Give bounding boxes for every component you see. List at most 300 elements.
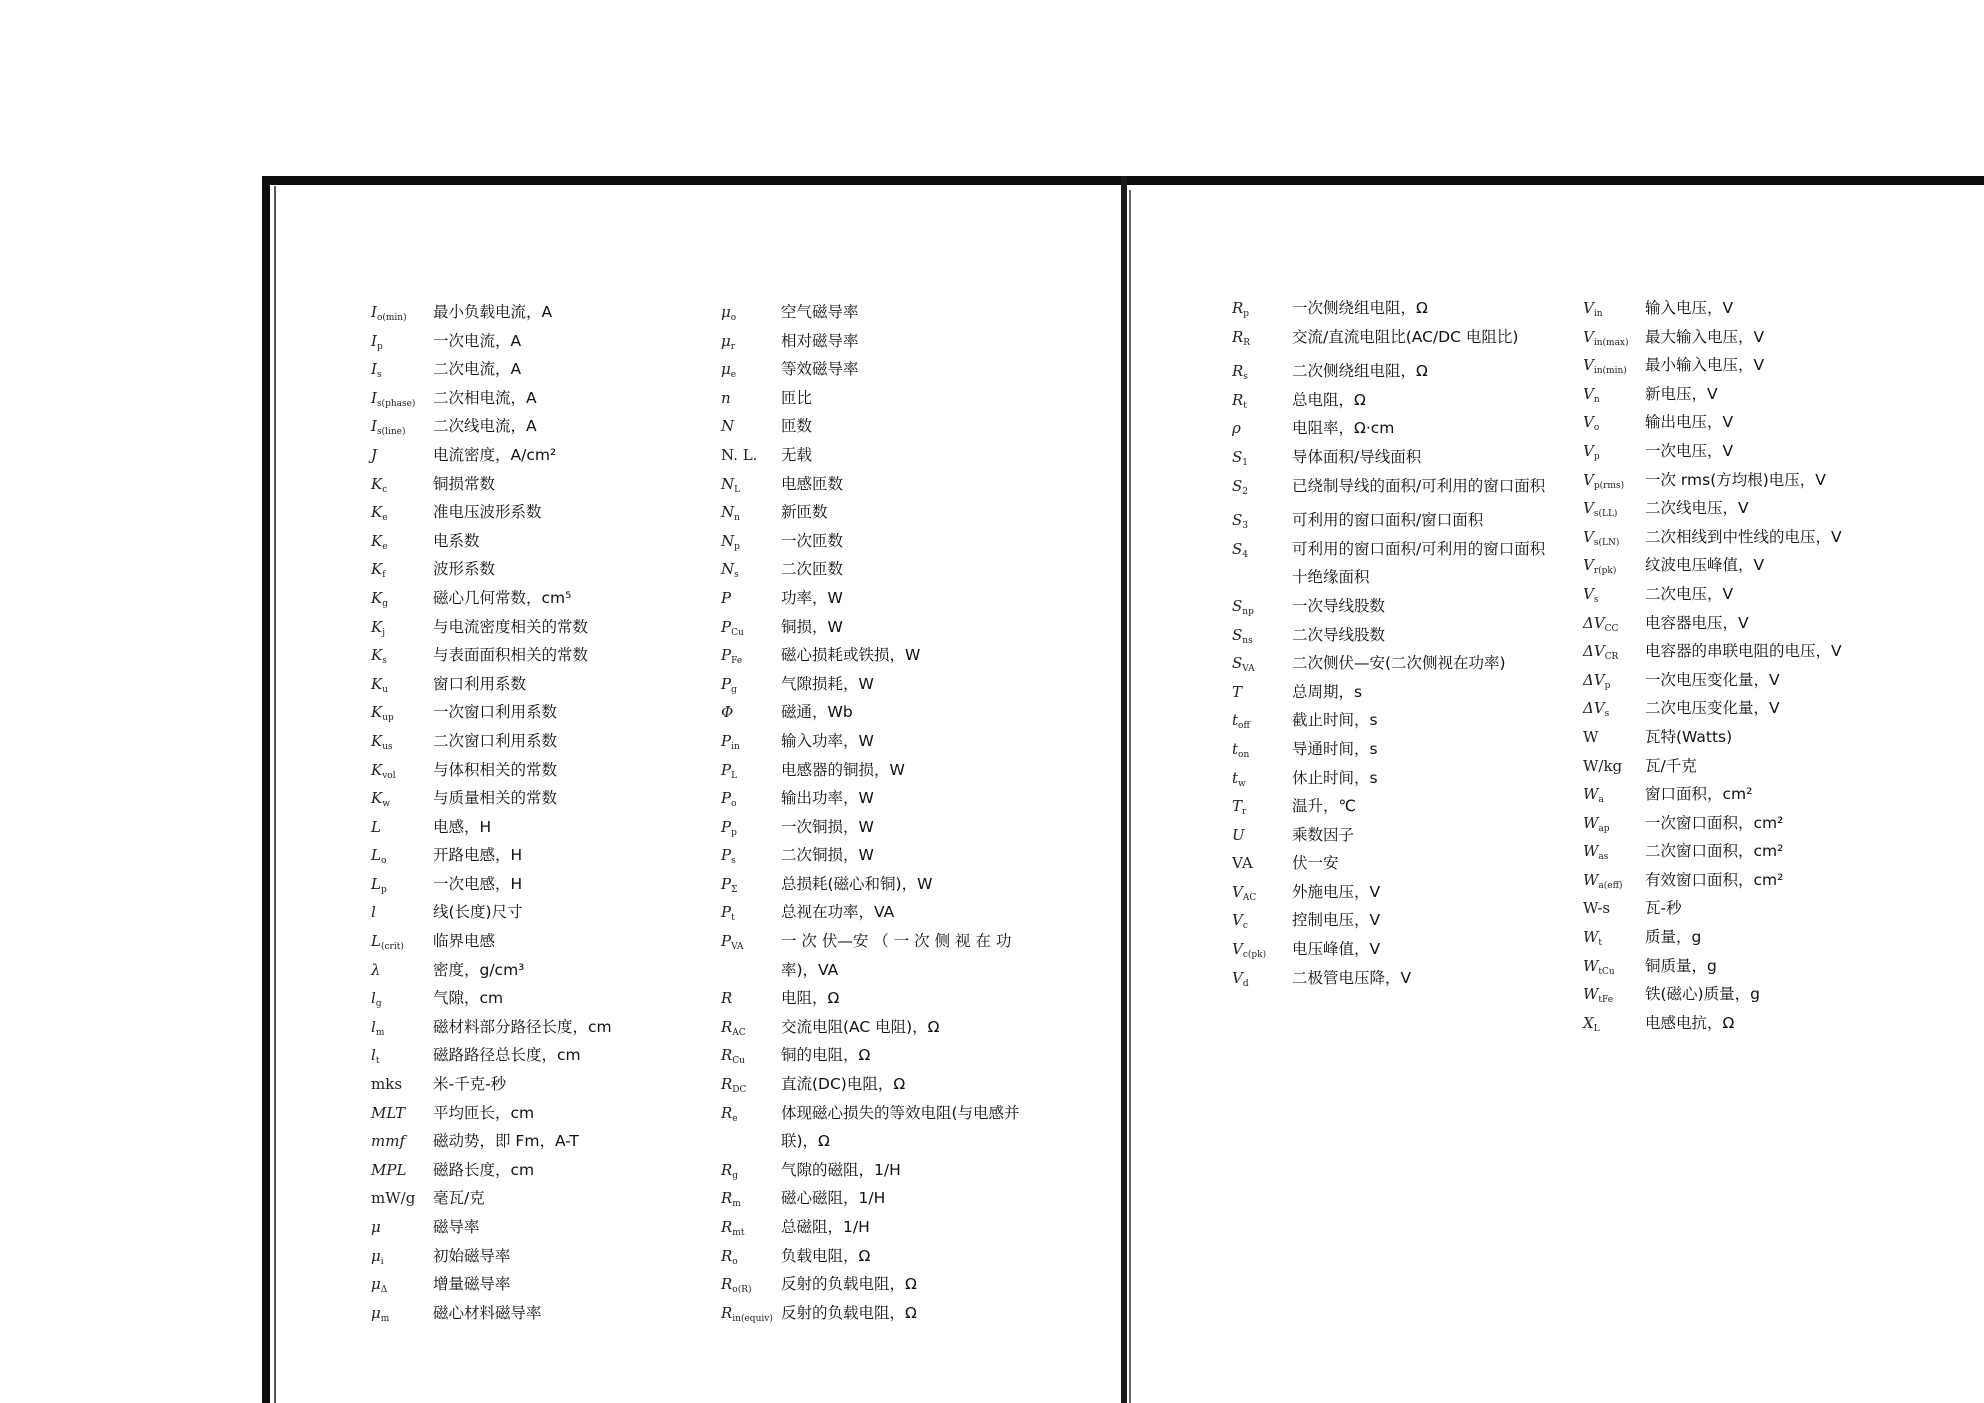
symbol-entry bbox=[1232, 535, 1554, 592]
symbol-subscript: VA bbox=[731, 942, 744, 953]
symbol-subscript: (crit) bbox=[380, 942, 404, 953]
symbol-description: 磁路长度，cm bbox=[433, 1160, 535, 1179]
symbol-entry bbox=[1583, 923, 1945, 952]
symbol-description: 临界电感 bbox=[433, 932, 496, 951]
symbol-subscript: vol bbox=[382, 770, 396, 781]
symbol-subscript: as bbox=[1598, 852, 1609, 863]
symbol-description: 输入功率，W bbox=[781, 731, 874, 750]
symbol-main: N bbox=[721, 503, 735, 522]
symbol-subscript: g bbox=[731, 684, 737, 695]
symbol-entry bbox=[721, 1299, 1039, 1328]
symbol-main: W bbox=[1583, 727, 1599, 746]
right-page-column-2 bbox=[1583, 294, 1945, 1037]
symbol-subscript: e bbox=[382, 513, 388, 524]
symbol-entry bbox=[1583, 323, 1945, 352]
symbol-entry bbox=[721, 698, 1039, 727]
book-edge-left bbox=[262, 176, 270, 1403]
symbol-subscript: o bbox=[1593, 423, 1600, 434]
symbol-entry bbox=[721, 1270, 1039, 1299]
symbol-subscript: g bbox=[382, 598, 388, 609]
symbol-main: J bbox=[371, 445, 378, 464]
symbol-description: 总周期，s bbox=[1292, 682, 1363, 701]
symbol-main: R bbox=[721, 1275, 733, 1294]
symbol-main: t bbox=[1232, 711, 1239, 730]
symbol-entry bbox=[371, 1184, 703, 1213]
symbol-description: 等效磁导率 bbox=[781, 360, 859, 379]
symbol-entry bbox=[721, 1070, 1039, 1099]
symbol-description: 输出功率，W bbox=[781, 789, 874, 808]
symbol-subscript: e bbox=[732, 1113, 738, 1124]
symbol-description: 二次铜损，W bbox=[781, 846, 874, 865]
symbol bbox=[371, 1156, 433, 1185]
symbol-description: 反射的负载电阻，Ω bbox=[781, 1275, 917, 1294]
symbol bbox=[371, 1099, 433, 1128]
symbol-main: R bbox=[721, 1017, 733, 1036]
symbol-main: I bbox=[371, 331, 377, 350]
symbol-description: 交流/直流电阻比(AC/DC 电阻比) bbox=[1292, 327, 1519, 346]
symbol-main: P bbox=[721, 846, 732, 865]
symbol-description: 电流密度，A/cm² bbox=[433, 445, 557, 464]
symbol-description: 气隙，cm bbox=[433, 989, 504, 1008]
symbol-main: N bbox=[721, 417, 735, 436]
symbol-main: mmf bbox=[371, 1132, 405, 1151]
symbol-description: 电感器的铜损，W bbox=[781, 760, 905, 779]
symbol-subscript: mt bbox=[732, 1228, 745, 1238]
symbol-description: 质量，g bbox=[1645, 928, 1702, 947]
symbol-main: V bbox=[1583, 327, 1594, 346]
symbol-entry bbox=[1232, 935, 1554, 964]
symbol-entry bbox=[371, 470, 703, 499]
symbol-description: 平均匝长，cm bbox=[433, 1103, 535, 1122]
symbol-description: 最小输入电压，V bbox=[1645, 356, 1765, 375]
symbol-description: 一次电感，H bbox=[433, 874, 523, 893]
symbol-description: 二次相电流，A bbox=[433, 388, 537, 407]
symbol-description: 体现磁心损失的等效电阻(与电感并联)，Ω bbox=[781, 1103, 1020, 1151]
symbol-entry bbox=[721, 1099, 1039, 1156]
symbol-subscript: m bbox=[732, 1199, 741, 1210]
symbol-main: mW/g bbox=[371, 1189, 416, 1208]
symbol-subscript: s(LN) bbox=[1593, 537, 1620, 548]
symbol bbox=[371, 1070, 433, 1099]
symbol-entry bbox=[1232, 821, 1554, 850]
symbol bbox=[721, 984, 781, 1013]
symbol-description: 电压峰值，V bbox=[1292, 940, 1381, 959]
symbol-description: 磁心几何常数，cm⁵ bbox=[433, 588, 572, 607]
symbol-description: 直流(DC)电阻，Ω bbox=[781, 1075, 906, 1094]
symbol-subscript: p bbox=[376, 341, 383, 352]
symbol-main: I bbox=[371, 417, 377, 436]
symbol-main: T bbox=[1232, 797, 1243, 816]
symbol bbox=[1583, 1009, 1645, 1044]
symbol-entry bbox=[1583, 866, 1945, 895]
symbol-entry bbox=[371, 1127, 703, 1156]
symbol-main: R bbox=[1232, 362, 1244, 381]
symbol-main: μ bbox=[371, 1218, 381, 1236]
symbol-subscript: DC bbox=[732, 1085, 747, 1096]
symbol-description: 空气磁导率 bbox=[781, 303, 859, 321]
symbol-subscript: s bbox=[734, 570, 739, 581]
symbol-main: L bbox=[371, 846, 381, 865]
symbol-main: I bbox=[371, 388, 377, 407]
symbol-main: V bbox=[1583, 441, 1594, 460]
symbol-main: N bbox=[721, 474, 735, 493]
symbol-main: μ bbox=[371, 1303, 381, 1322]
symbol-main: W bbox=[1583, 928, 1599, 947]
symbol-subscript: CR bbox=[1604, 652, 1619, 663]
symbol-subscript: g bbox=[375, 999, 382, 1010]
symbol-main: n bbox=[721, 388, 731, 407]
symbol-description: 导体面积/导线面积 bbox=[1292, 447, 1422, 466]
symbol bbox=[371, 898, 433, 927]
symbol-entry bbox=[371, 1270, 703, 1299]
symbol-subscript: t bbox=[375, 1056, 380, 1067]
symbol-subscript: d bbox=[1242, 978, 1249, 989]
symbol bbox=[371, 1184, 433, 1213]
symbol-subscript: L bbox=[1593, 1023, 1600, 1034]
symbol-subscript: s(line) bbox=[376, 427, 406, 438]
symbol-description: 毫瓦/克 bbox=[433, 1189, 485, 1208]
symbol-entry bbox=[371, 1013, 703, 1042]
symbol-description: 米-千克-秒 bbox=[433, 1075, 507, 1094]
symbol-entry bbox=[1583, 609, 1945, 638]
symbol-entry bbox=[1232, 506, 1554, 535]
symbol-description: 总视在功率，VA bbox=[781, 903, 895, 922]
symbol-main: W bbox=[1583, 985, 1599, 1004]
symbol-entry bbox=[371, 1299, 703, 1328]
symbol-subscript: s(phase) bbox=[376, 398, 416, 409]
symbol-description: 与表面面积相关的常数 bbox=[433, 646, 589, 665]
symbol-subscript: s(LL) bbox=[1593, 509, 1618, 520]
symbol-description: 控制电压，V bbox=[1292, 911, 1381, 930]
symbol-entry bbox=[721, 355, 1039, 384]
symbol bbox=[371, 813, 433, 842]
symbol-description: 一次导线股数 bbox=[1292, 596, 1386, 615]
symbol-main: MPL bbox=[371, 1160, 407, 1179]
symbol-subscript: L bbox=[734, 484, 741, 495]
symbol-main: μ bbox=[721, 303, 731, 321]
symbol-description: 二极管电压降，V bbox=[1292, 968, 1412, 987]
symbol-description: 二次导线股数 bbox=[1292, 625, 1386, 644]
symbol-main: ΔV bbox=[1583, 642, 1605, 661]
symbol bbox=[721, 1299, 781, 1334]
symbol-main: R bbox=[721, 1046, 733, 1065]
symbol-subscript: in bbox=[1593, 309, 1603, 319]
symbol-main: P bbox=[721, 817, 732, 836]
symbol-description: 线(长度)尺寸 bbox=[433, 903, 523, 922]
symbol-entry bbox=[721, 870, 1039, 899]
symbol-entry bbox=[1232, 323, 1554, 358]
symbol-entry bbox=[371, 784, 703, 813]
symbol-main: W-s bbox=[1583, 899, 1611, 918]
symbol-subscript: CC bbox=[1604, 623, 1619, 634]
symbol-description: 与质量相关的常数 bbox=[433, 789, 558, 808]
symbol bbox=[1232, 472, 1292, 507]
symbol bbox=[1232, 678, 1292, 707]
symbol-main: t bbox=[1232, 768, 1239, 787]
symbol-main: λ bbox=[371, 960, 381, 979]
symbol-main: P bbox=[721, 932, 732, 951]
symbol-main: V bbox=[1583, 470, 1594, 489]
symbol-subscript: t bbox=[1598, 938, 1603, 949]
symbol-description: 准电压波形系数 bbox=[433, 503, 542, 522]
symbol-entry bbox=[371, 584, 703, 613]
symbol-description: 纹波电压峰值，V bbox=[1645, 556, 1765, 575]
symbol bbox=[1232, 849, 1292, 878]
symbol-description: 一次电压变化量，V bbox=[1645, 670, 1780, 689]
symbol-entry bbox=[1232, 792, 1554, 821]
symbol bbox=[1232, 821, 1292, 850]
symbol-entry bbox=[371, 1099, 703, 1128]
symbol-main: K bbox=[371, 588, 383, 607]
symbol-main: R bbox=[721, 1246, 733, 1265]
symbol-subscript: Cu bbox=[732, 1056, 745, 1067]
symbol-main: μ bbox=[371, 1275, 381, 1294]
symbol bbox=[371, 441, 433, 470]
symbol-main: S bbox=[1232, 539, 1243, 558]
symbol-description: 窗口面积，cm² bbox=[1645, 785, 1753, 804]
symbol-subscript: in bbox=[731, 741, 740, 752]
symbol-main: P bbox=[721, 674, 732, 693]
symbol-entry bbox=[371, 327, 703, 356]
symbol-main: K bbox=[371, 617, 383, 636]
symbol-description: 总磁阻，1/H bbox=[781, 1218, 870, 1236]
symbol-entry bbox=[371, 813, 703, 842]
symbol-description: 有效窗口面积，cm² bbox=[1645, 870, 1784, 889]
symbol-description: 新电压，V bbox=[1645, 384, 1718, 403]
symbol-subscript: n bbox=[1593, 394, 1600, 405]
symbol-description: 铁(磁心)质量，g bbox=[1645, 985, 1760, 1004]
symbol-entry bbox=[371, 555, 703, 584]
symbol-main: R bbox=[721, 1075, 733, 1094]
symbol-description: 一 次 伏—安 （ 一 次 侧 视 在 功 率)，VA bbox=[781, 932, 1012, 979]
symbol-main: t bbox=[1232, 739, 1239, 758]
symbol-main: V bbox=[1232, 940, 1243, 959]
symbol-subscript: c bbox=[1242, 921, 1248, 932]
symbol-subscript: s bbox=[1593, 594, 1599, 605]
symbol-entry bbox=[721, 784, 1039, 813]
symbol-subscript: p(rms) bbox=[1593, 480, 1625, 491]
symbol-entry bbox=[1232, 849, 1554, 878]
symbol-entry bbox=[721, 327, 1039, 356]
symbol-description: 与电流密度相关的常数 bbox=[433, 617, 589, 636]
symbol-subscript: Cu bbox=[731, 627, 744, 638]
symbol-entry bbox=[721, 898, 1039, 927]
symbol-subscript: a(eff) bbox=[1598, 880, 1623, 891]
symbol-description: 交流电阻(AC 电阻)，Ω bbox=[781, 1017, 940, 1036]
symbol-entry bbox=[721, 1242, 1039, 1271]
symbol-entry bbox=[371, 756, 703, 785]
symbol-description: 输入电压，V bbox=[1645, 299, 1734, 317]
symbol-subscript: up bbox=[382, 713, 394, 724]
symbol-entry bbox=[721, 555, 1039, 584]
symbol-subscript: o bbox=[380, 856, 387, 867]
symbol-entry bbox=[721, 984, 1039, 1013]
symbol-entry bbox=[371, 1213, 703, 1242]
symbol-description: 二次电流，A bbox=[433, 360, 522, 379]
symbol-entry bbox=[1583, 637, 1945, 666]
symbol-main: K bbox=[371, 674, 383, 693]
symbol bbox=[371, 1213, 433, 1242]
symbol-subscript: L bbox=[731, 770, 738, 781]
symbol bbox=[371, 1299, 433, 1334]
symbol-subscript: p bbox=[1604, 680, 1611, 691]
symbol-description: 新匝数 bbox=[781, 503, 828, 522]
symbol-main: P bbox=[721, 731, 732, 750]
symbol-description: 二次相线到中性线的电压，V bbox=[1645, 527, 1842, 546]
symbol-main: P bbox=[721, 760, 732, 779]
symbol-entry bbox=[1583, 752, 1945, 781]
symbol-main: P bbox=[721, 789, 732, 808]
symbol bbox=[721, 384, 781, 413]
symbol-main: ΔV bbox=[1583, 699, 1605, 718]
symbol-subscript: s bbox=[1604, 709, 1610, 720]
symbol-description: 乘数因子 bbox=[1292, 825, 1355, 844]
symbol-description: 密度，g/cm³ bbox=[433, 960, 525, 979]
symbol-subscript: o bbox=[730, 313, 737, 323]
symbol-entry bbox=[371, 670, 703, 699]
symbol-description: 二次侧伏—安(二次侧视在功率) bbox=[1292, 654, 1506, 673]
symbol-subscript: us bbox=[382, 741, 393, 752]
book-gutter-inner bbox=[1129, 190, 1131, 1403]
symbol-description: 与体积相关的常数 bbox=[433, 760, 558, 779]
symbol-subscript: o bbox=[732, 1256, 738, 1267]
symbol-description: 匝比 bbox=[781, 388, 813, 407]
symbol-description: 二次电压变化量，V bbox=[1645, 699, 1780, 718]
symbol-description: 电阻，Ω bbox=[781, 989, 840, 1008]
symbol-main: l bbox=[371, 1017, 376, 1036]
symbol-subscript: m bbox=[380, 1313, 390, 1324]
symbol-subscript: f bbox=[382, 570, 386, 581]
symbol bbox=[721, 441, 781, 470]
symbol-main: V bbox=[1583, 356, 1594, 375]
symbol-subscript: r(pk) bbox=[1593, 566, 1617, 577]
symbol-subscript: in(max) bbox=[1593, 337, 1629, 348]
symbol bbox=[721, 698, 781, 727]
symbol-entry bbox=[371, 298, 703, 327]
symbol-main: P bbox=[721, 588, 732, 607]
symbol bbox=[721, 584, 781, 613]
symbol-subscript: o bbox=[731, 799, 737, 810]
symbol-entry bbox=[721, 441, 1039, 470]
symbol-entry bbox=[371, 355, 703, 384]
symbol-entry bbox=[1232, 621, 1554, 650]
symbol-subscript: s bbox=[382, 656, 387, 667]
symbol-entry bbox=[721, 927, 1039, 984]
symbol-main: MLT bbox=[371, 1103, 406, 1122]
symbol-description: 一次电流，A bbox=[433, 331, 522, 350]
symbol-main: K bbox=[371, 703, 383, 722]
symbol-description: 一次窗口利用系数 bbox=[433, 703, 558, 722]
symbol bbox=[1232, 414, 1292, 443]
symbol-subscript: w bbox=[1238, 778, 1246, 789]
symbol bbox=[371, 1127, 433, 1156]
symbol-entry bbox=[1583, 837, 1945, 866]
symbol-subscript: e bbox=[730, 370, 737, 381]
symbol-main: K bbox=[371, 646, 383, 665]
symbol bbox=[1232, 535, 1292, 570]
symbol-entry bbox=[371, 412, 703, 441]
left-page-column-2 bbox=[721, 298, 1039, 1327]
symbol-description: 一次 rms(方均根)电压，V bbox=[1645, 470, 1826, 489]
symbol-subscript: p bbox=[731, 827, 737, 838]
symbol-main: V bbox=[1583, 299, 1594, 317]
symbol-entry bbox=[1583, 580, 1945, 609]
symbol-main: W bbox=[1583, 785, 1599, 804]
symbol-subscript: tFe bbox=[1598, 995, 1614, 1006]
symbol-subscript: s bbox=[376, 370, 382, 381]
symbol-entry bbox=[1232, 386, 1554, 415]
symbol-main: μ bbox=[721, 360, 731, 379]
symbol-description: 电感电抗，Ω bbox=[1645, 1013, 1735, 1032]
symbol-entry bbox=[1232, 764, 1554, 793]
symbol-subscript: Σ bbox=[731, 884, 738, 895]
symbol-entry bbox=[1232, 706, 1554, 735]
symbol-main: L bbox=[371, 874, 381, 893]
symbol-description: 二次侧绕组电阻，Ω bbox=[1292, 362, 1428, 381]
symbol-main: S bbox=[1232, 654, 1243, 673]
symbol bbox=[721, 1099, 781, 1134]
symbol-description: 一次铜损，W bbox=[781, 817, 874, 836]
symbol-description: 可利用的窗口面积/窗口面积 bbox=[1292, 511, 1484, 530]
symbol-subscript: g bbox=[732, 1170, 739, 1181]
symbol-main: S bbox=[1232, 596, 1243, 615]
symbol-main: R bbox=[721, 1218, 733, 1236]
symbol-description: 二次匝数 bbox=[781, 560, 844, 579]
symbol-main: mks bbox=[371, 1075, 403, 1094]
symbol-entry bbox=[371, 956, 703, 985]
symbol-description: 初始磁导率 bbox=[433, 1246, 511, 1265]
symbol-entry bbox=[371, 870, 703, 899]
symbol-subscript: n bbox=[734, 513, 740, 524]
symbol-entry bbox=[721, 813, 1039, 842]
symbol-subscript: a bbox=[1598, 795, 1604, 806]
symbol-main: K bbox=[371, 474, 383, 493]
symbol-entry bbox=[721, 1013, 1039, 1042]
symbol-main: V bbox=[1232, 968, 1243, 987]
symbol-main: R bbox=[721, 1303, 733, 1322]
symbol-main: V bbox=[1583, 584, 1594, 603]
symbol-entry bbox=[1583, 294, 1945, 323]
symbol-description: 一次电压，V bbox=[1645, 441, 1734, 460]
right-page-column-1 bbox=[1232, 294, 1554, 992]
symbol-description: 最大输入电压，V bbox=[1645, 327, 1765, 346]
symbol-description: 二次窗口利用系数 bbox=[433, 731, 558, 750]
symbol-main: N bbox=[721, 531, 735, 550]
symbol-description: 伏一安 bbox=[1292, 854, 1339, 873]
symbol-subscript: tCu bbox=[1598, 966, 1615, 977]
symbol-description: 磁导率 bbox=[433, 1218, 480, 1236]
symbol-description: 一次侧绕组电阻，Ω bbox=[1292, 299, 1428, 317]
symbol-main: L bbox=[371, 932, 381, 951]
symbol-subscript: m bbox=[375, 1027, 385, 1038]
symbol-entry bbox=[1232, 294, 1554, 323]
symbol-description: 增量磁导率 bbox=[433, 1275, 511, 1294]
symbol-main: K bbox=[371, 760, 383, 779]
symbol-subscript: 4 bbox=[1242, 549, 1249, 560]
symbol-entry bbox=[721, 613, 1039, 642]
symbol-subscript: j bbox=[382, 627, 386, 638]
symbol-entry bbox=[721, 470, 1039, 499]
symbol-description: 一次窗口面积，cm² bbox=[1645, 813, 1784, 832]
symbol-main: V bbox=[1583, 527, 1594, 546]
symbol-entry bbox=[1232, 678, 1554, 707]
symbol-entry bbox=[1232, 906, 1554, 935]
symbol-entry bbox=[721, 498, 1039, 527]
symbol-entry bbox=[1583, 437, 1945, 466]
symbol-description: 电感匝数 bbox=[781, 474, 844, 493]
symbol-description: 磁通，Wb bbox=[781, 703, 853, 722]
symbol-description: 最小负载电流，A bbox=[433, 303, 553, 321]
